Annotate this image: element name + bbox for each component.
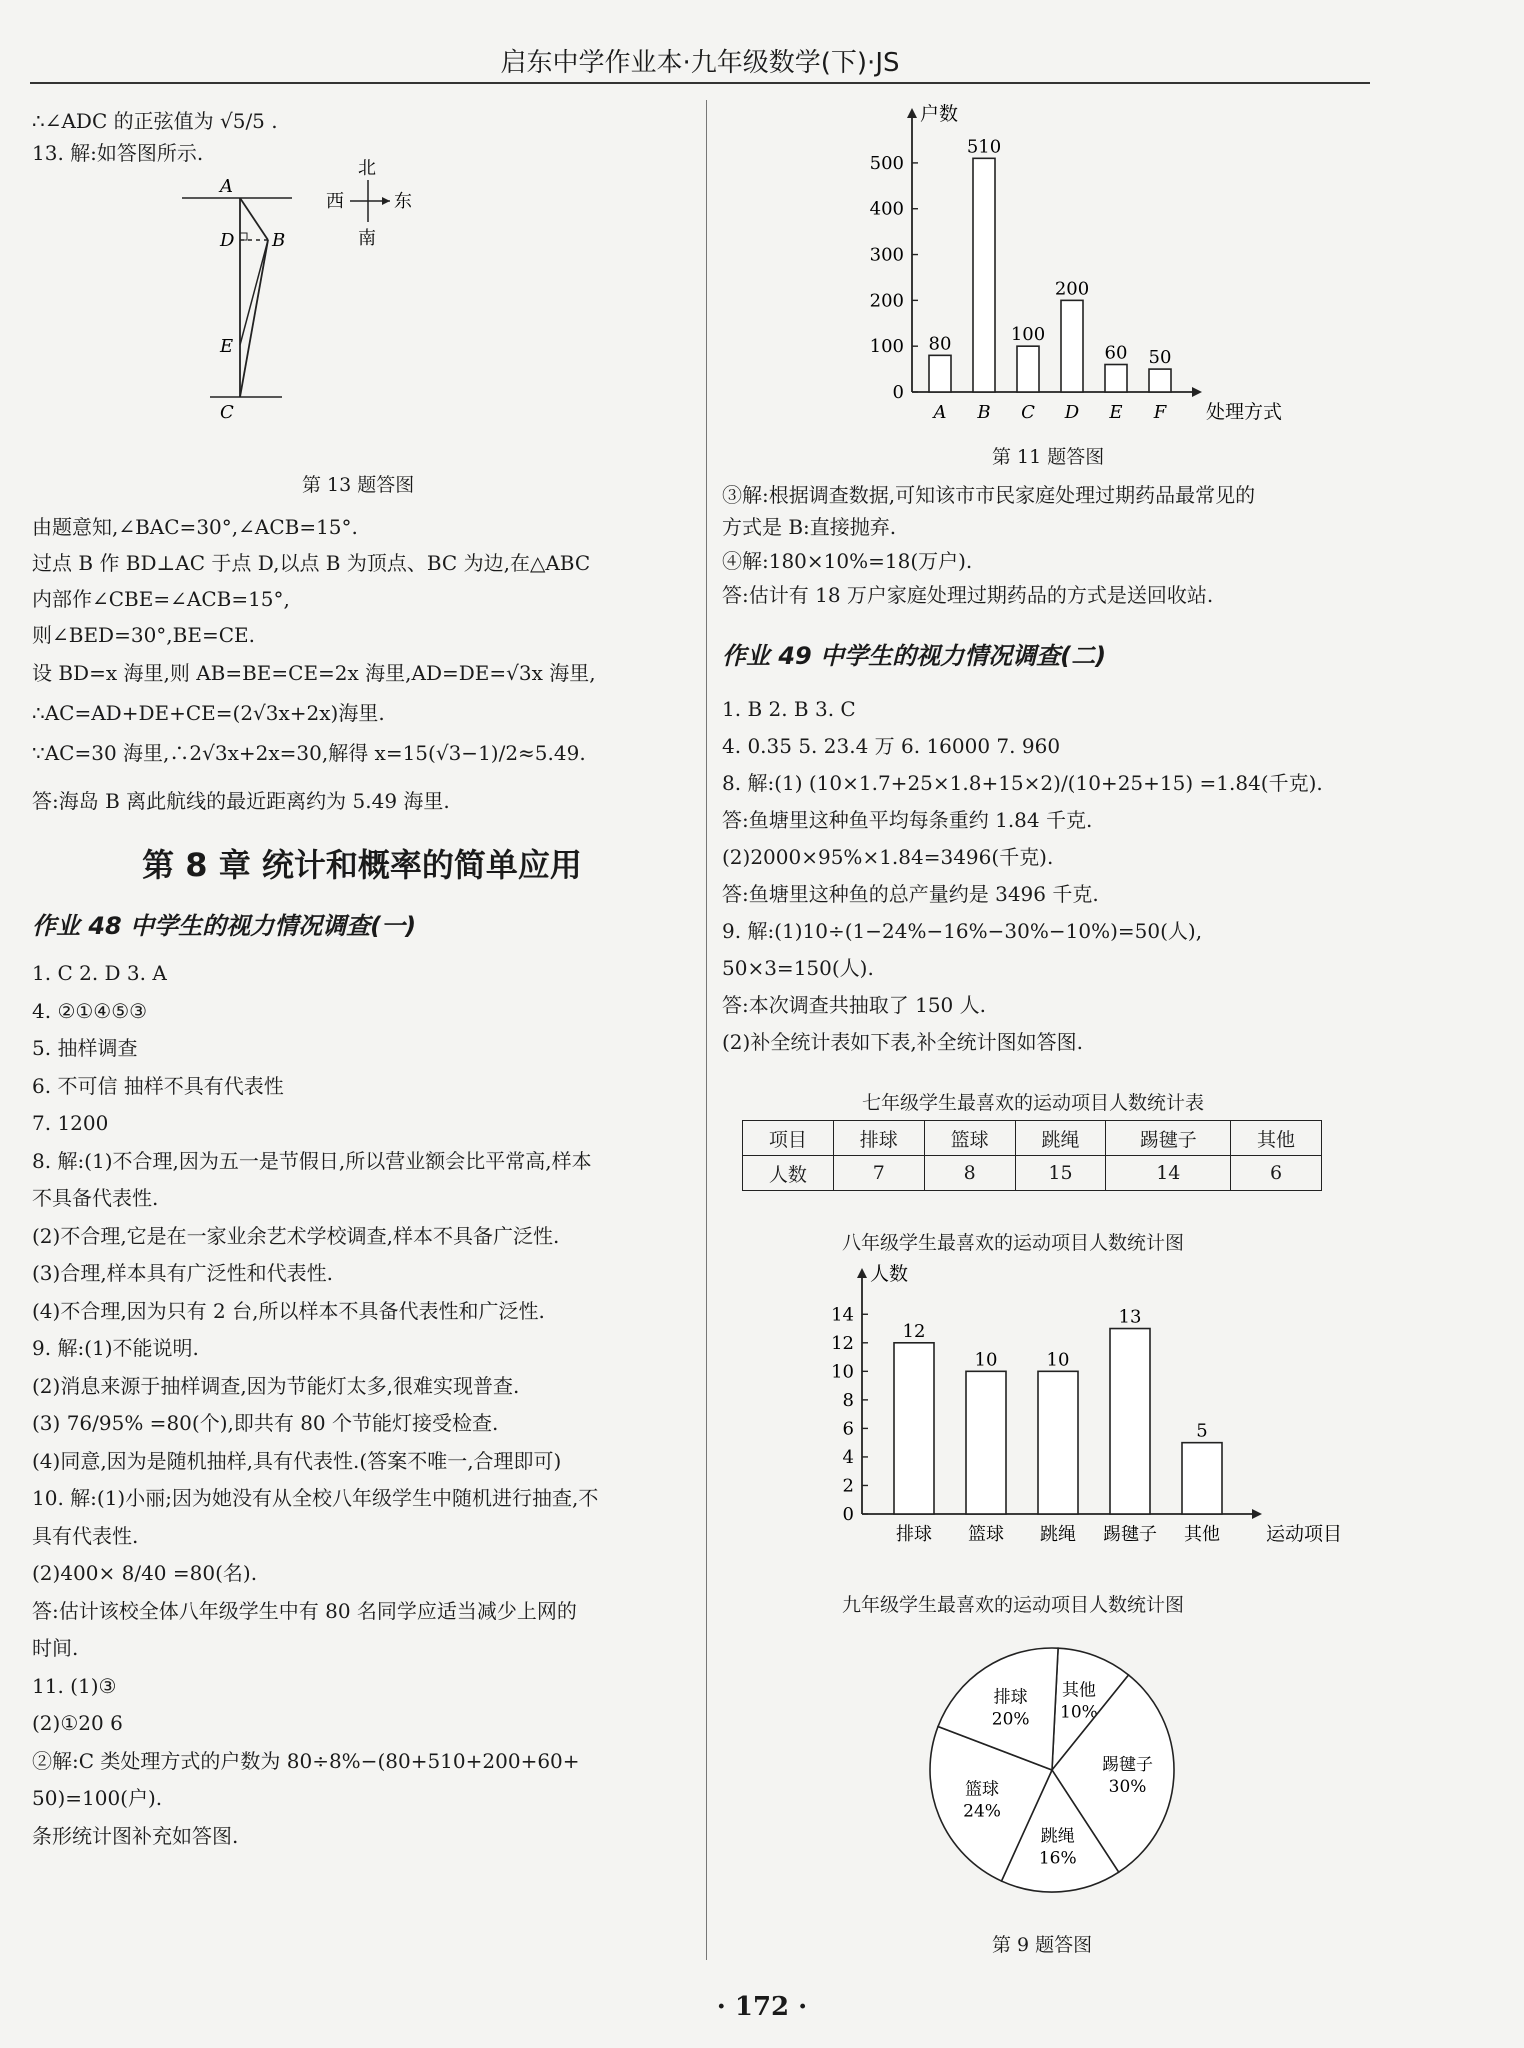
x-tick-label: D (1064, 402, 1080, 423)
bar (1105, 365, 1127, 392)
fig9-bar-chart (782, 1260, 1342, 1560)
x-axis-label: 处理方式 (1206, 401, 1283, 423)
point-label-B: B (272, 230, 286, 251)
answer-line: 答:估计有 18 万户家庭处理过期药品的方式是送回收站. (722, 583, 1214, 607)
column-divider (706, 100, 707, 1960)
slice-percent: 10% (1060, 1702, 1098, 1723)
chart9-title: 九年级学生最喜欢的运动项目人数统计图 (842, 1594, 1185, 1616)
data-label: 10 (1046, 1349, 1070, 1371)
y-tick-label: 300 (869, 244, 904, 266)
answer-line: 8. 解:(1)不合理,因为五一是节假日,所以营业额会比平常高,样本 (32, 1148, 592, 1173)
answer-line: 10. 解:(1)小丽;因为她没有从全校八年级学生中随机进行抽查,不 (32, 1486, 599, 1510)
data-label: 60 (1104, 342, 1128, 364)
data-label: 5 (1196, 1420, 1208, 1442)
y-tick-label: 2 (842, 1475, 854, 1497)
x-tick-label: 其他 (1184, 1524, 1220, 1545)
fig13-diagram (182, 160, 542, 460)
answer-line: 方式是 B:直接抛弃. (722, 515, 897, 539)
table7-cell: 14 (1106, 1156, 1231, 1191)
data-label: 50 (1148, 347, 1172, 369)
answer-line: 9. 解:(1)不能说明. (32, 1336, 199, 1360)
table7-cell: 跳绳 (1015, 1121, 1106, 1156)
bar (1017, 346, 1039, 392)
answer-line: 50×3=150(人). (722, 956, 874, 980)
answer-line: 13. 解:如答图所示. (32, 141, 204, 165)
chapter-title: 第 8 章 统计和概率的简单应用 (142, 846, 582, 884)
x-axis-label: 运动项目 (1266, 1523, 1343, 1545)
answer-line: ④解:180×10%=18(万户). (722, 549, 973, 573)
right-angle-mark (240, 233, 247, 240)
answer-line: (2)①20 6 (32, 1711, 123, 1735)
y-tick-label: 500 (869, 152, 904, 174)
answer-line: 具有代表性. (32, 1523, 139, 1548)
answer-line: (4)不合理,因为只有 2 台,所以样本不具备代表性和广泛性. (32, 1298, 545, 1323)
y-tick-label: 100 (869, 336, 904, 358)
data-label: 13 (1118, 1306, 1142, 1328)
answer-line: 5. 抽样调查 (32, 1036, 138, 1060)
y-tick-label: 10 (831, 1361, 854, 1383)
x-tick-label: E (1109, 402, 1123, 423)
y-tick-label: 14 (831, 1304, 854, 1326)
y-axis-label: 人数 (870, 1263, 909, 1285)
y-axis-label: 户数 (920, 103, 959, 125)
segment-AB (240, 198, 268, 240)
y-tick-label: 400 (869, 198, 904, 220)
answer-line: 时间. (32, 1636, 79, 1660)
compass-east-label: 东 (394, 191, 412, 212)
x-tick-label: A (933, 402, 947, 423)
answer-line: 由题意知,∠BAC=30°,∠ACB=15°. (32, 515, 358, 539)
table7-cell: 15 (1015, 1156, 1106, 1191)
table7-header-row (743, 1121, 1322, 1156)
fig11-bar-chart (822, 100, 1283, 430)
slice-percent: 16% (1038, 1848, 1077, 1869)
bar (1061, 300, 1083, 392)
bar (894, 1343, 934, 1514)
answer-line: 8. 解:(1) (10×1.7+25×1.8+15×2)/(10+25+15) =1.84(千克). (722, 771, 1323, 795)
point-label-C: C (220, 402, 234, 423)
bar (1038, 1371, 1078, 1514)
answer-line: 设 BD=x 海里,则 AB=BE=CE=2x 海里,AD=DE=√3x 海里, (32, 661, 596, 685)
y-tick-label: 0 (892, 382, 904, 403)
answer-line: 答:鱼塘里这种鱼平均每条重约 1.84 千克. (722, 808, 1093, 832)
table7 (742, 1120, 1322, 1191)
answer-line: ∴AC=AD+DE+CE=(2√3x+2x)海里. (32, 701, 385, 725)
answer-line: ③解:根据调查数据,可知该市市民家庭处理过期药品最常见的 (722, 483, 1256, 507)
x-tick-label: 跳绳 (1040, 1524, 1076, 1545)
slice-label: 踢毽子 (1102, 1754, 1154, 1775)
x-tick-label: B (977, 402, 991, 423)
bar (929, 355, 951, 392)
chart8-title: 八年级学生最喜欢的运动项目人数统计图 (842, 1232, 1185, 1254)
segment-BC (240, 240, 268, 397)
table7-title: 七年级学生最喜欢的运动项目人数统计表 (862, 1092, 1205, 1114)
data-label: 12 (902, 1320, 926, 1342)
answer-line: 则∠BED=30°,BE=CE. (32, 623, 255, 647)
x-axis-arrow (1252, 1509, 1262, 1519)
point-label-E: E (220, 336, 234, 357)
x-tick-label: 踢毽子 (1103, 1524, 1157, 1545)
answer-line: 4. 0.35 5. 23.4 万 6. 16000 7. 960 (722, 734, 1061, 758)
answer-line: 答:海岛 B 离此航线的最近距离约为 5.49 海里. (32, 789, 450, 813)
fig13-caption: 第 13 题答图 (302, 474, 415, 496)
y-tick-label: 4 (842, 1446, 854, 1468)
table7-cell: 项目 (743, 1121, 834, 1156)
page-header (30, 30, 1370, 84)
answer-line: 内部作∠CBE=∠ACB=15°, (32, 587, 290, 611)
segment-BE (240, 240, 268, 345)
point-label-D: D (220, 230, 235, 251)
answer-line: (3) 76/95% =80(个),即共有 80 个节能灯接受检查. (32, 1411, 499, 1435)
table7-cell: 篮球 (924, 1121, 1015, 1156)
data-label: 80 (928, 333, 952, 355)
data-label: 100 (1010, 324, 1046, 346)
data-label: 510 (966, 136, 1002, 158)
fig11-caption: 第 11 题答图 (992, 446, 1105, 468)
slice-percent: 30% (1108, 1776, 1147, 1797)
answer-line: 50)=100(户). (32, 1786, 163, 1810)
y-tick-label: 200 (869, 290, 904, 312)
answer-line: 11. (1)③ (32, 1673, 117, 1698)
y-axis-arrow (857, 1268, 867, 1278)
answer-line: 4. ②①④⑤③ (32, 998, 148, 1023)
fig9-caption: 第 9 题答图 (992, 1934, 1093, 1956)
compass-west-label: 西 (326, 191, 344, 212)
slice-label: 排球 (993, 1687, 1028, 1708)
answer-line: 不具备代表性. (32, 1186, 159, 1210)
hw49-title: 作业 49 中学生的视力情况调查(二) (722, 642, 1107, 670)
point-label-A: A (220, 176, 233, 197)
y-tick-label: 0 (842, 1504, 854, 1525)
compass-north-label: 北 (358, 158, 376, 179)
table7-cell: 其他 (1231, 1121, 1322, 1156)
y-tick-label: 6 (842, 1418, 854, 1440)
answer-line: 7. 1200 (32, 1111, 109, 1135)
x-tick-label: 排球 (896, 1524, 932, 1545)
bar (966, 1371, 1006, 1514)
x-tick-label: F (1153, 402, 1167, 423)
table7-cell: 6 (1231, 1156, 1322, 1191)
page-number: · 172 · (716, 1992, 808, 2022)
answer-line: 6. 不可信 抽样不具有代表性 (32, 1073, 284, 1098)
slice-percent: 20% (991, 1709, 1030, 1730)
hw48-title: 作业 48 中学生的视力情况调查(一) (32, 912, 417, 940)
table7-cell: 排球 (833, 1121, 924, 1156)
answer-line: 答:鱼塘里这种鱼的总产量约是 3496 千克. (722, 882, 1099, 906)
answer-line: ∴∠ADC 的正弦值为 √5/5 . (32, 109, 278, 133)
answer-line: 过点 B 作 BD⊥AC 于点 D,以点 B 为顶点、BC 为边,在△ABC (32, 551, 591, 575)
compass-arrow (382, 197, 390, 205)
answer-line: 9. 解:(1)10÷(1−24%−16%−30%−10%)=50(人), (722, 919, 1203, 943)
fig9-pie-chart (902, 1620, 1202, 1920)
y-tick-label: 8 (842, 1389, 854, 1411)
compass-south-label: 南 (358, 228, 376, 249)
answer-line: (2)消息来源于抽样调查,因为节能灯太多,很难实现普查. (32, 1373, 520, 1398)
x-tick-label: 篮球 (968, 1524, 1004, 1545)
bar (1149, 369, 1171, 392)
answer-line: (2)2000×95%×1.84=3496(千克). (722, 845, 1054, 869)
table7-cell: 8 (924, 1156, 1015, 1191)
answer-line: ∵AC=30 海里,∴2√3x+2x=30,解得 x=15(√3−1)/2≈5.49. (32, 741, 586, 765)
answer-line: (4)同意,因为是随机抽样,具有代表性.(答案不唯一,合理即可) (32, 1448, 562, 1473)
answer-line: 答:估计该校全体八年级学生中有 80 名同学应适当减少上网的 (32, 1598, 577, 1623)
y-tick-label: 12 (831, 1332, 854, 1354)
answer-line: (2)不合理,它是在一家业余艺术学校调查,样本不具备广泛性. (32, 1223, 560, 1248)
table7-data-row (743, 1156, 1322, 1191)
answer-line: (2)400× 8/40 =80(名). (32, 1561, 258, 1585)
answer-line: ②解:C 类处理方式的户数为 80÷8%−(80+510+200+60+ (32, 1748, 580, 1773)
answer-line: 1. C 2. D 3. A (32, 961, 167, 985)
table7-cell: 7 (833, 1156, 924, 1191)
answer-line: (3)合理,样本具有广泛性和代表性. (32, 1261, 334, 1285)
bar (973, 158, 995, 392)
header-title: 启东中学作业本·九年级数学(下)·JS (500, 48, 900, 78)
slice-label: 篮球 (965, 1779, 1000, 1800)
x-tick-label: C (1021, 402, 1035, 423)
answer-line: 1. B 2. B 3. C (722, 697, 856, 721)
slice-percent: 24% (963, 1801, 1001, 1822)
answer-line: (2)补全统计表如下表,补全统计图如答图. (722, 1030, 1084, 1054)
bar (1110, 1329, 1150, 1514)
data-label: 10 (974, 1349, 998, 1371)
table7-cell: 人数 (743, 1156, 834, 1191)
data-label: 200 (1054, 278, 1090, 300)
answer-line: 条形统计图补充如答图. (32, 1823, 239, 1848)
y-axis-arrow (907, 108, 917, 118)
slice-label: 跳绳 (1040, 1826, 1075, 1847)
slice-label: 其他 (1061, 1680, 1096, 1701)
table7-cell: 踢毽子 (1106, 1121, 1231, 1156)
bar (1182, 1443, 1222, 1514)
answer-line: 答:本次调查共抽取了 150 人. (722, 993, 986, 1017)
x-axis-arrow (1192, 387, 1202, 397)
